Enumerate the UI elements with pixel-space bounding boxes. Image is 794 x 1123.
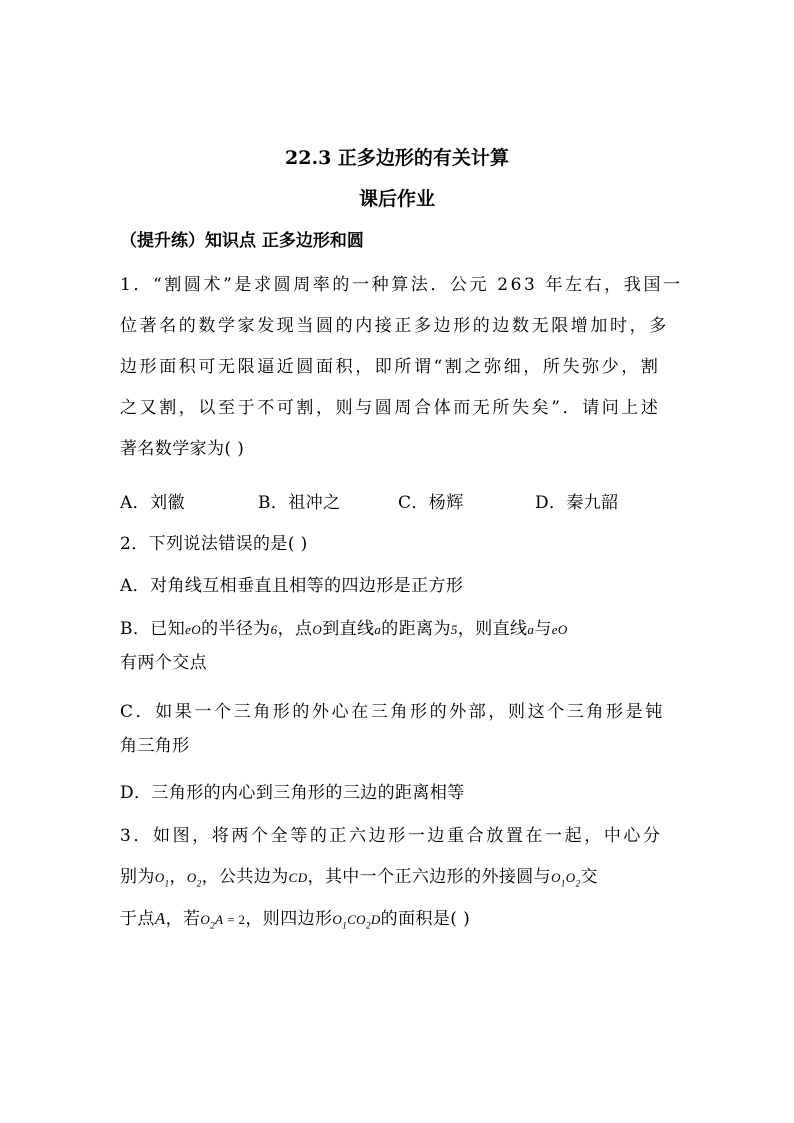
q2-option-b-line-2: 有两个交点 xyxy=(120,653,207,673)
page-subtitle: 课后作业 xyxy=(358,188,435,210)
q1-line-1: 1．“割圆术”是求圆周率的一种算法．公元 263 年左右，我国一 xyxy=(120,275,683,295)
q3-line-3: 于点A，若$O_2A = 2$，则四边形$O_1CO_2D$的面积是( ) xyxy=(120,909,471,931)
q3-line-1: 3．如图，将两个全等的正六边形一边重合放置在一起，中心分 xyxy=(120,826,663,846)
q2-option-c-line-2: 角三角形 xyxy=(120,736,190,756)
circle-symbol: e xyxy=(185,622,192,637)
q1-option-b: B．祖冲之 xyxy=(258,493,341,513)
q1-option-d: D．秦九韶 xyxy=(535,493,619,513)
q1-line-4: 之又割，以至于不可割，则与圆周合体而无所失矣”．请问上述 xyxy=(120,398,661,418)
q2-option-d: D．三角形的内心到三角形的三边的距离相等 xyxy=(120,783,465,803)
q2-stem: 2．下列说法错误的是( ) xyxy=(120,534,308,554)
q1-options xyxy=(120,488,680,512)
q1-option-a: A．刘徽 xyxy=(120,493,185,513)
q1-line-3: 边形面积可无限逼近圆面积，即所谓“割之弥细，所失弥少，割 xyxy=(120,357,661,377)
circle-symbol: e xyxy=(551,622,558,637)
q2-option-b: B．已知eO的半径为6，点O到直线a的距离为5，则直线a与eO xyxy=(120,619,568,639)
q1-line-2: 位著名的数学家发现当圆的内接正多边形的边数无限增加时，多 xyxy=(120,316,669,336)
q1-line-5: 著名数学家为( ) xyxy=(120,439,245,459)
q2-option-a: A．对角线互相垂直且相等的四边形是正方形 xyxy=(120,576,464,596)
section-heading: （提升练）知识点 正多边形和圆 xyxy=(120,231,364,251)
page-title: 22.3 正多边形的有关计算 xyxy=(285,147,509,169)
q2-option-c-line-1: C．如果一个三角形的外心在三角形的外部，则这个三角形是钝 xyxy=(120,702,665,722)
q1-option-c: C．杨辉 xyxy=(398,493,464,513)
q3-line-2: 别为$O_1$，$O_2$，公共边为CD，其中一个正六边形的外接圆与$O_1O_2$交 xyxy=(120,867,598,889)
